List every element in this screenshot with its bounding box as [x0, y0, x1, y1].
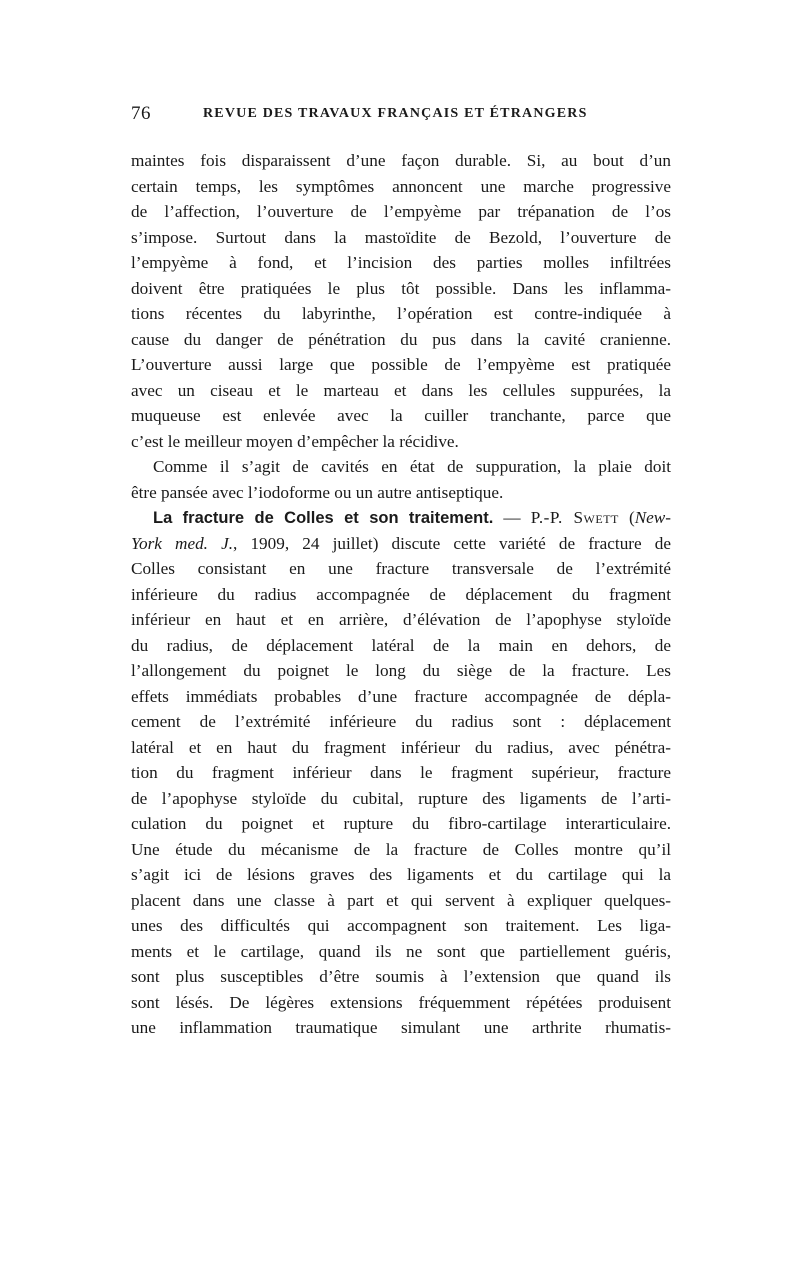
text-line: cause du danger de pénétration du pus dans la cavité cranienne.: [131, 329, 671, 349]
text-line: sont lésés. De légères extensions fréquemment répétées produisent: [131, 992, 671, 1012]
text-line: Une étude du mécanisme de la fracture de Colles montre qu’il: [131, 839, 671, 859]
text-line: sont plus susceptibles d’être soumis à l’extension que quand ils: [131, 967, 671, 986]
text-line: inférieur en haut et en arrière, d’élévation de l’apophyse styloïde: [131, 610, 671, 629]
text-line: tions récentes du labyrinthe, l’opération est contre-indiquée à: [131, 304, 671, 323]
text-line: certain temps, les symptômes annoncent une marche progressive: [131, 176, 671, 196]
body-text: [131, 148, 671, 1041]
text-line: placent dans une classe à part et qui servent à expliquer quelques-: [131, 890, 671, 910]
text-line: l’allongement du poignet le long du siège de la fracture. Les: [131, 661, 671, 680]
text-line: effets immédiats probables d’une fracture accompagnée de dépla-: [131, 686, 671, 706]
text-line: de l’apophyse styloïde du cubital, rupture des ligaments de l’arti-: [131, 788, 671, 808]
text-line: avec un ciseau et le marteau et dans les cellules suppurées, la: [131, 380, 671, 400]
text-line: doivent être pratiquées le plus tôt possible. Dans les inflamma-: [131, 278, 671, 298]
text-line: ments et le cartilage, quand ils ne sont que partiellement guéris,: [131, 941, 671, 961]
text-line: unes des difficultés qui accompagnent son traitement. Les liga-: [131, 916, 671, 935]
text-line: L’ouverture aussi large que possible de l’empyème est pratiquée: [131, 355, 671, 374]
text-line: s’impose. Surtout dans la mastoïdite de Bezold, l’ouverture de: [131, 227, 671, 247]
running-head: [131, 103, 671, 133]
text-line: cement de l’extrémité inférieure du radius sont : déplacement: [131, 712, 671, 731]
heading-dash: —: [493, 508, 531, 527]
text-line: latéral et en haut du fragment inférieur du radius, avec pénétra-: [131, 737, 671, 757]
text-line: Colles consistant en une fracture transversale de l’extrémité: [131, 559, 671, 578]
text-line: être pansée avec l’iodoforme ou un autre antiseptique.: [131, 482, 504, 502]
text-line: [131, 531, 671, 557]
text-line: s’agit ici de lésions graves des ligaments et du cartilage qui la: [131, 865, 671, 884]
text-line: de l’affection, l’ouverture de l’empyème par trépanation de l’os: [131, 202, 671, 221]
citation-rest: , 1909, 24 juillet) discute cette variété de fracture de: [233, 533, 671, 553]
journal-name-cont: York med. J.: [131, 533, 234, 553]
text-line: tion du fragment inférieur dans le fragment supérieur, fracture: [131, 763, 671, 782]
text-line: muqueuse est enlevée avec la cuiller tranchante, parce que: [131, 406, 671, 425]
article-heading-line: [131, 505, 671, 531]
text-line: une inflammation traumatique simulant une arthrite rhumatis-: [131, 1018, 671, 1037]
text-line: Comme il s’agit de cavités en état de suppuration, la plaie doit: [153, 457, 671, 476]
text-line: culation du poignet et rupture du fibro-cartilage interarticulaire.: [131, 814, 671, 833]
journal-open-paren: (: [618, 508, 635, 527]
author-name: P.-P. Swett: [530, 508, 619, 527]
article-heading: La fracture de Colles et son traitement.: [153, 509, 494, 527]
running-title: REVUE DES TRAVAUX FRANÇAIS ET ÉTRANGERS: [203, 106, 588, 121]
text-line: du radius, de déplacement latéral de la main en dehors, de: [131, 635, 671, 655]
journal-name: New-: [634, 508, 671, 527]
text-line: l’empyème à fond, et l’incision des parties molles infiltrées: [131, 253, 671, 272]
text-line: c’est le meilleur moyen d’empêcher la récidive.: [131, 431, 459, 451]
text-line: inférieure du radius accompagnée de déplacement du fragment: [131, 584, 671, 604]
page-number: 76: [131, 103, 151, 124]
text-line: maintes fois disparaissent d’une façon durable. Si, au bout d’un: [131, 151, 671, 170]
